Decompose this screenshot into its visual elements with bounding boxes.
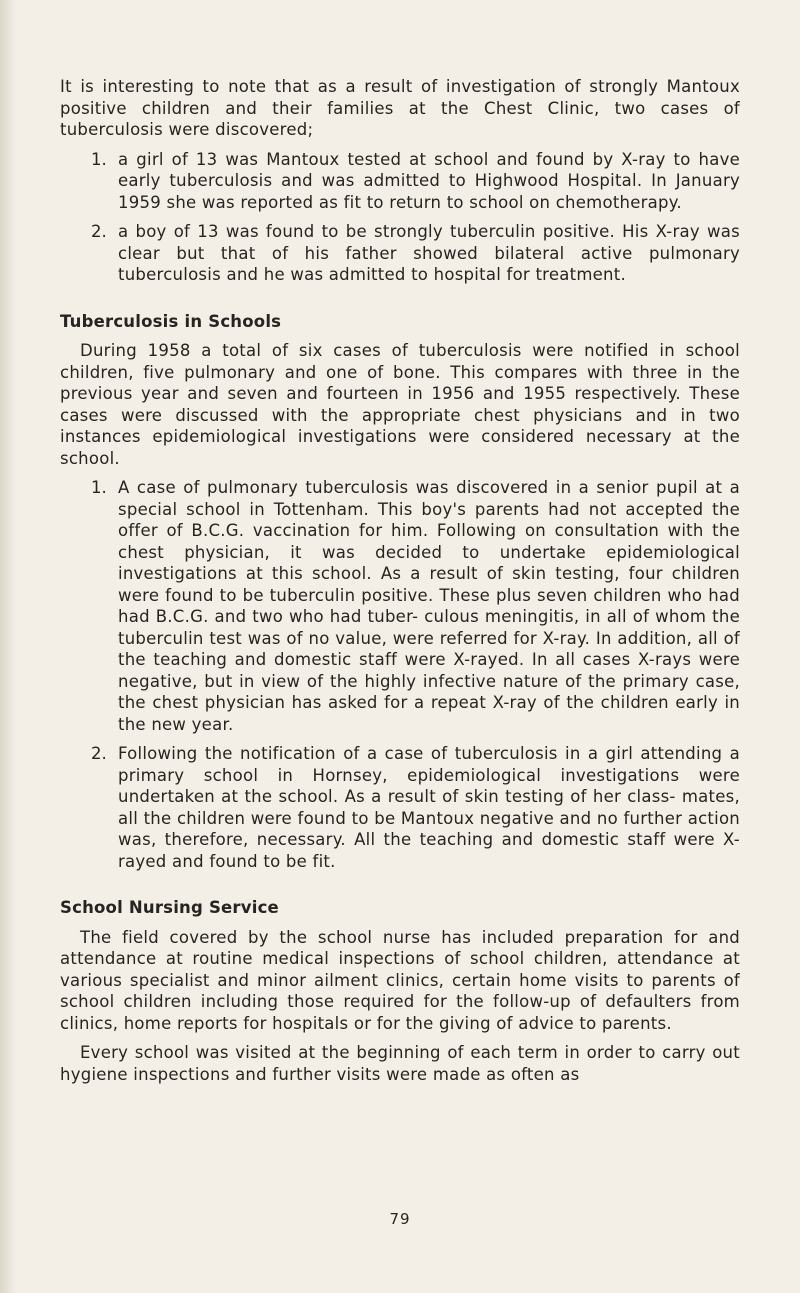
intro-list-item-2 xyxy=(91,221,740,286)
page-content xyxy=(60,76,740,1085)
list-text: a boy of 13 was found to be strongly tuberculin positive. His X-ray was clear but that of his father showed bilateral active pulmonary tuberculosis and he was admitted to hospital for treatment. xyxy=(118,222,740,284)
page-number: 79 xyxy=(389,1210,411,1228)
list-text: A case of pulmonary tuberculosis was discovered in a senior pupil at a special school in Tottenham. This boy's parents had not accepted the offer of B.C.G. vaccination for him. Following on consultation with the chest physician, it was decided to undertake epidemiological investigations at this school. As a result of skin testing, four children were found to be tuberculin positive. These plus seven children who had had B.C.G. and two who had tuber- culous meningitis, in all of whom the tuberculin test was of no value, were referred for X-ray. In addition, all of the teaching and domestic staff were X-rayed. In all cases X-rays were negative, but in view of the highly infective nature of the primary case, the chest physician has asked for a repeat X-ray of the children early in the new year. xyxy=(118,478,740,734)
tb-list-item-1 xyxy=(91,477,740,735)
intro-list-item-1 xyxy=(91,149,740,214)
tb-paragraph: During 1958 a total of six cases of tuberculosis were notified in school children, five pulmonary and one of bone. This compares with three in the previous year and seven and fourteen in 1956 and 1955 respectively. These cases were discussed with the appropriate chest physicians and in two instances epidemiological investigations were considered necessary at the school. xyxy=(60,341,740,468)
heading-school-nursing-service: School Nursing Service xyxy=(60,898,279,917)
list-number: 1. xyxy=(91,478,107,497)
nursing-paragraph-1: The field covered by the school nurse has included preparation for and attendance at routine medical inspections of school children, attendance at various specialist and minor ailment clinics, certain home visits to parents of school children including those required for the follow-up of defaulters from clinics, home reports for hospitals or for the giving of advice to parents. xyxy=(60,927,740,1033)
tb-list-item-2 xyxy=(91,743,740,872)
nursing-paragraph-2: Every school was visited at the beginning of each term in order to carry out hygiene inspections and further visits were made as often as xyxy=(60,1043,740,1084)
list-number: 1. xyxy=(91,149,107,169)
list-text: Following the notification of a case of tuberculosis in a girl attending a primary school in Hornsey, epidemiological investigations were undertaken at the school. As a result of skin testing of her class- mates, all the children were found to be Mantoux negative and no further action was, therefore, necessary. All the teaching and domestic staff were X-rayed and found to be fit. xyxy=(118,744,740,871)
intro-paragraph: It is interesting to note that as a result of investigation of strongly Mantoux positive children and their families at the Chest Clinic, two cases of tuberculosis were discovered; xyxy=(60,77,740,139)
list-number: 2. xyxy=(91,222,107,241)
page-edge-shadow xyxy=(0,0,16,1293)
list-number: 2. xyxy=(91,744,107,763)
heading-tuberculosis-in-schools: Tuberculosis in Schools xyxy=(60,311,282,331)
list-text: a girl of 13 was Mantoux tested at school and found by X-ray to have early tuberculosis and was admitted to Highwood Hospital. In January 1959 she was reported as fit to return to school on chemotherapy. xyxy=(118,149,740,212)
